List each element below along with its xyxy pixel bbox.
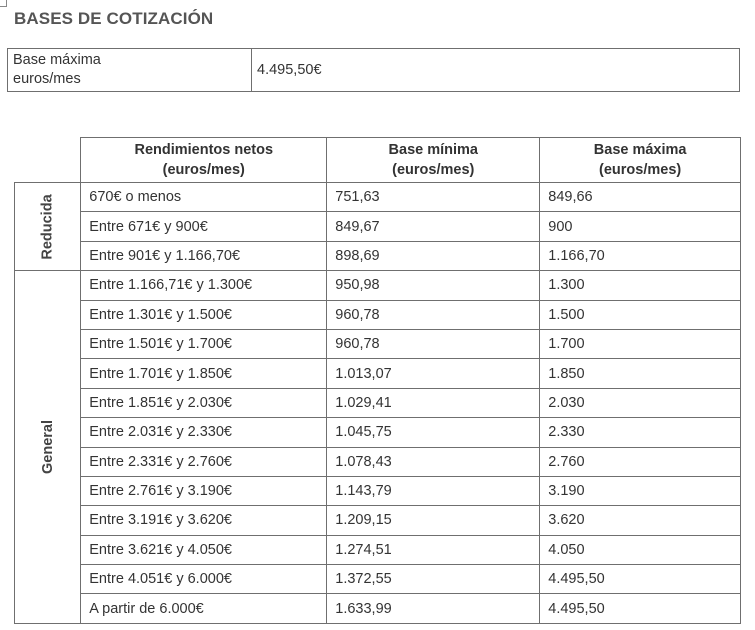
table-row bbox=[15, 329, 741, 358]
income-range-cell: Entre 671€ y 900€ bbox=[81, 212, 327, 241]
table-row bbox=[15, 241, 741, 270]
base-minima-cell: 1.274,51 bbox=[327, 535, 540, 564]
income-range-cell: Entre 901€ y 1.166,70€ bbox=[81, 241, 327, 270]
base-maxima-cell: 4.495,50 bbox=[540, 565, 741, 594]
header-minima-line2: (euros/mes) bbox=[392, 162, 475, 178]
base-minima-cell: 1.372,55 bbox=[327, 565, 540, 594]
table-body bbox=[15, 183, 741, 624]
base-maxima-cell: 2.760 bbox=[540, 447, 741, 476]
header-maxima-line2: (euros/mes) bbox=[599, 162, 682, 178]
table-row bbox=[15, 447, 741, 476]
income-range-cell: Entre 1.301€ y 1.500€ bbox=[81, 300, 327, 329]
base-maxima-cell: 4.050 bbox=[540, 535, 741, 564]
base-maxima-label bbox=[8, 49, 252, 92]
base-minima-cell: 1.633,99 bbox=[327, 594, 540, 623]
base-maxima-cell: 1.500 bbox=[540, 300, 741, 329]
base-maxima-cell: 4.495,50 bbox=[540, 594, 741, 623]
base-maxima-label-line2: euros/mes bbox=[13, 71, 81, 87]
base-maxima-cell: 849,66 bbox=[540, 183, 741, 212]
table-row bbox=[15, 506, 741, 535]
base-minima-cell: 1.209,15 bbox=[327, 506, 540, 535]
header-maxima-line1: Base máxima bbox=[593, 142, 687, 158]
page-title: BASES DE COTIZACIÓN bbox=[14, 9, 214, 28]
base-maxima-cell: 900 bbox=[540, 212, 741, 241]
table-row bbox=[15, 565, 741, 594]
base-minima-cell: 1.143,79 bbox=[327, 476, 540, 505]
base-maxima-cell: 1.166,70 bbox=[540, 241, 741, 270]
header-base-minima bbox=[327, 138, 540, 183]
contribution-bases-table bbox=[14, 137, 741, 624]
base-minima-cell: 849,67 bbox=[327, 212, 540, 241]
header-minima-line1: Base mínima bbox=[388, 142, 478, 158]
income-range-cell: Entre 4.051€ y 6.000€ bbox=[81, 565, 327, 594]
income-range-cell: Entre 1.851€ y 2.030€ bbox=[81, 388, 327, 417]
income-range-cell: Entre 1.166,71€ y 1.300€ bbox=[81, 271, 327, 300]
table-row bbox=[15, 212, 741, 241]
blank-header-cell bbox=[15, 138, 81, 183]
header-base-maxima bbox=[540, 138, 741, 183]
income-range-cell: Entre 2.761€ y 3.190€ bbox=[81, 476, 327, 505]
base-minima-cell: 1.013,07 bbox=[327, 359, 540, 388]
base-maxima-cell: 3.190 bbox=[540, 476, 741, 505]
base-maxima-cell: 3.620 bbox=[540, 506, 741, 535]
base-maxima-label-line1: Base máxima bbox=[13, 52, 101, 68]
table-row bbox=[15, 300, 741, 329]
table-row bbox=[15, 476, 741, 505]
table-row bbox=[15, 535, 741, 564]
base-minima-cell: 1.045,75 bbox=[327, 418, 540, 447]
base-minima-cell: 950,98 bbox=[327, 271, 540, 300]
income-range-cell: Entre 1.701€ y 1.850€ bbox=[81, 359, 327, 388]
table-row bbox=[15, 271, 741, 300]
base-maxima-cell: 2.330 bbox=[540, 418, 741, 447]
income-range-cell: Entre 3.621€ y 4.050€ bbox=[81, 535, 327, 564]
table-row bbox=[15, 388, 741, 417]
income-range-cell: Entre 2.031€ y 2.330€ bbox=[81, 418, 327, 447]
base-maxima-cell: 1.850 bbox=[540, 359, 741, 388]
table-row bbox=[15, 418, 741, 447]
table-row bbox=[15, 359, 741, 388]
table-row bbox=[8, 49, 740, 92]
table-row bbox=[15, 594, 741, 623]
income-range-cell: Entre 1.501€ y 1.700€ bbox=[81, 329, 327, 358]
group-label-cell bbox=[15, 183, 81, 271]
header-rendimientos bbox=[81, 138, 327, 183]
income-range-cell: 670€ o menos bbox=[81, 183, 327, 212]
table-row bbox=[15, 183, 741, 212]
group-label-cell bbox=[15, 271, 81, 624]
base-maxima-cell: 2.030 bbox=[540, 388, 741, 417]
income-range-cell: Entre 3.191€ y 3.620€ bbox=[81, 506, 327, 535]
corner-mark bbox=[0, 0, 7, 7]
income-range-cell: Entre 2.331€ y 2.760€ bbox=[81, 447, 327, 476]
header-rendimientos-line1: Rendimientos netos bbox=[134, 142, 274, 158]
base-minima-cell: 960,78 bbox=[327, 329, 540, 358]
base-minima-cell: 1.078,43 bbox=[327, 447, 540, 476]
base-maxima-value: 4.495,50€ bbox=[252, 49, 740, 92]
table-header-row bbox=[15, 138, 741, 183]
base-minima-cell: 898,69 bbox=[327, 241, 540, 270]
base-minima-cell: 751,63 bbox=[327, 183, 540, 212]
base-minima-cell: 960,78 bbox=[327, 300, 540, 329]
base-minima-cell: 1.029,41 bbox=[327, 388, 540, 417]
group-label: General bbox=[39, 420, 56, 475]
base-maxima-cell: 1.700 bbox=[540, 329, 741, 358]
base-maxima-cell: 1.300 bbox=[540, 271, 741, 300]
header-rendimientos-line2: (euros/mes) bbox=[162, 162, 245, 178]
income-range-cell: A partir de 6.000€ bbox=[81, 594, 327, 623]
base-maxima-table bbox=[7, 48, 740, 92]
group-label: Reducida bbox=[39, 193, 56, 260]
